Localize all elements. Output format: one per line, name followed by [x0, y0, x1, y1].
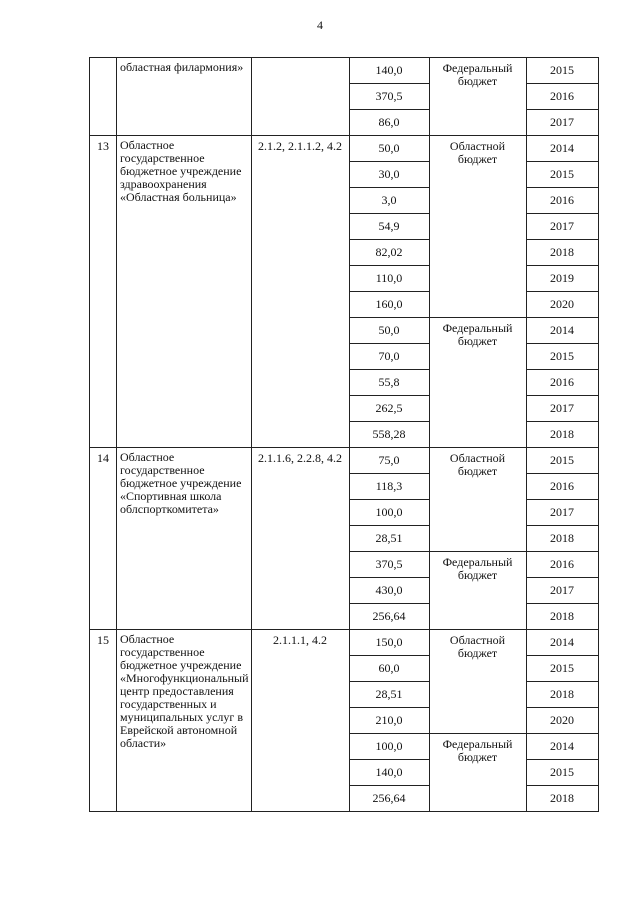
year-cell: 2015: [526, 760, 598, 786]
year-cell: 2014: [526, 630, 598, 656]
row-number-cell: 14: [90, 448, 117, 630]
table-row: [90, 58, 599, 84]
budget-source-cell: Областной бюджет: [429, 630, 526, 734]
year-cell: 2014: [526, 734, 598, 760]
amount-cell: 558,28: [349, 422, 429, 448]
amount-cell: 50,0: [349, 136, 429, 162]
year-cell: 2017: [526, 578, 598, 604]
year-cell: 2017: [526, 500, 598, 526]
year-cell: 2015: [526, 344, 598, 370]
year-cell: 2019: [526, 266, 598, 292]
amount-cell: 140,0: [349, 58, 429, 84]
year-cell: 2014: [526, 136, 598, 162]
amount-cell: 256,64: [349, 604, 429, 630]
year-cell: 2015: [526, 162, 598, 188]
budget-source-cell: Федеральный бюджет: [429, 734, 526, 812]
amount-cell: 160,0: [349, 292, 429, 318]
year-cell: 2015: [526, 448, 598, 474]
funding-table: [89, 57, 599, 812]
amount-cell: 86,0: [349, 110, 429, 136]
year-cell: 2016: [526, 370, 598, 396]
budget-source-cell: Областной бюджет: [429, 136, 526, 318]
row-number-cell: 13: [90, 136, 117, 448]
budget-source-cell: Областной бюджет: [429, 448, 526, 552]
amount-cell: 70,0: [349, 344, 429, 370]
year-cell: 2018: [526, 240, 598, 266]
year-cell: 2018: [526, 422, 598, 448]
budget-source-cell: Федеральный бюджет: [429, 318, 526, 448]
amount-cell: 118,3: [349, 474, 429, 500]
amount-cell: 256,64: [349, 786, 429, 812]
year-cell: 2017: [526, 214, 598, 240]
year-cell: 2020: [526, 292, 598, 318]
amount-cell: 370,5: [349, 84, 429, 110]
year-cell: 2016: [526, 84, 598, 110]
amount-cell: 100,0: [349, 500, 429, 526]
amount-cell: 210,0: [349, 708, 429, 734]
year-cell: 2018: [526, 682, 598, 708]
amount-cell: 150,0: [349, 630, 429, 656]
measure-code-cell: [251, 58, 349, 136]
table-row: [90, 136, 599, 162]
year-cell: 2018: [526, 786, 598, 812]
budget-source-cell: Федеральный бюджет: [429, 58, 526, 136]
table-row: [90, 630, 599, 656]
year-cell: 2015: [526, 656, 598, 682]
amount-cell: 28,51: [349, 682, 429, 708]
page-number: 4: [317, 18, 323, 32]
amount-cell: 55,8: [349, 370, 429, 396]
organization-cell: Областное государственное бюджетное учреждение «Спортивная школа облспорткомитета»: [117, 448, 252, 630]
amount-cell: 100,0: [349, 734, 429, 760]
budget-source-cell: Федеральный бюджет: [429, 552, 526, 630]
year-cell: 2014: [526, 318, 598, 344]
amount-cell: 3,0: [349, 188, 429, 214]
year-cell: 2016: [526, 188, 598, 214]
year-cell: 2020: [526, 708, 598, 734]
organization-cell: Областное государственное бюджетное учреждение здравоохранения «Областная больница»: [117, 136, 252, 448]
row-number-cell: [90, 58, 117, 136]
amount-cell: 75,0: [349, 448, 429, 474]
amount-cell: 430,0: [349, 578, 429, 604]
year-cell: 2017: [526, 396, 598, 422]
table-row: [90, 448, 599, 474]
amount-cell: 28,51: [349, 526, 429, 552]
year-cell: 2016: [526, 474, 598, 500]
amount-cell: 110,0: [349, 266, 429, 292]
year-cell: 2018: [526, 526, 598, 552]
amount-cell: 82,02: [349, 240, 429, 266]
amount-cell: 50,0: [349, 318, 429, 344]
year-cell: 2017: [526, 110, 598, 136]
year-cell: 2018: [526, 604, 598, 630]
amount-cell: 30,0: [349, 162, 429, 188]
amount-cell: 140,0: [349, 760, 429, 786]
measure-code-cell: 2.1.2, 2.1.1.2, 4.2: [251, 136, 349, 448]
measure-code-cell: 2.1.1.1, 4.2: [251, 630, 349, 812]
organization-cell: областная филармония»: [117, 58, 252, 136]
row-number-cell: 15: [90, 630, 117, 812]
amount-cell: 262,5: [349, 396, 429, 422]
year-cell: 2015: [526, 58, 598, 84]
amount-cell: 54,9: [349, 214, 429, 240]
measure-code-cell: 2.1.1.6, 2.2.8, 4.2: [251, 448, 349, 630]
organization-cell: Областное государственное бюджетное учреждение «Многофункциональный центр предоставления государственных и муниципальных услуг в Еврейской автономной области»: [117, 630, 252, 812]
year-cell: 2016: [526, 552, 598, 578]
amount-cell: 60,0: [349, 656, 429, 682]
amount-cell: 370,5: [349, 552, 429, 578]
